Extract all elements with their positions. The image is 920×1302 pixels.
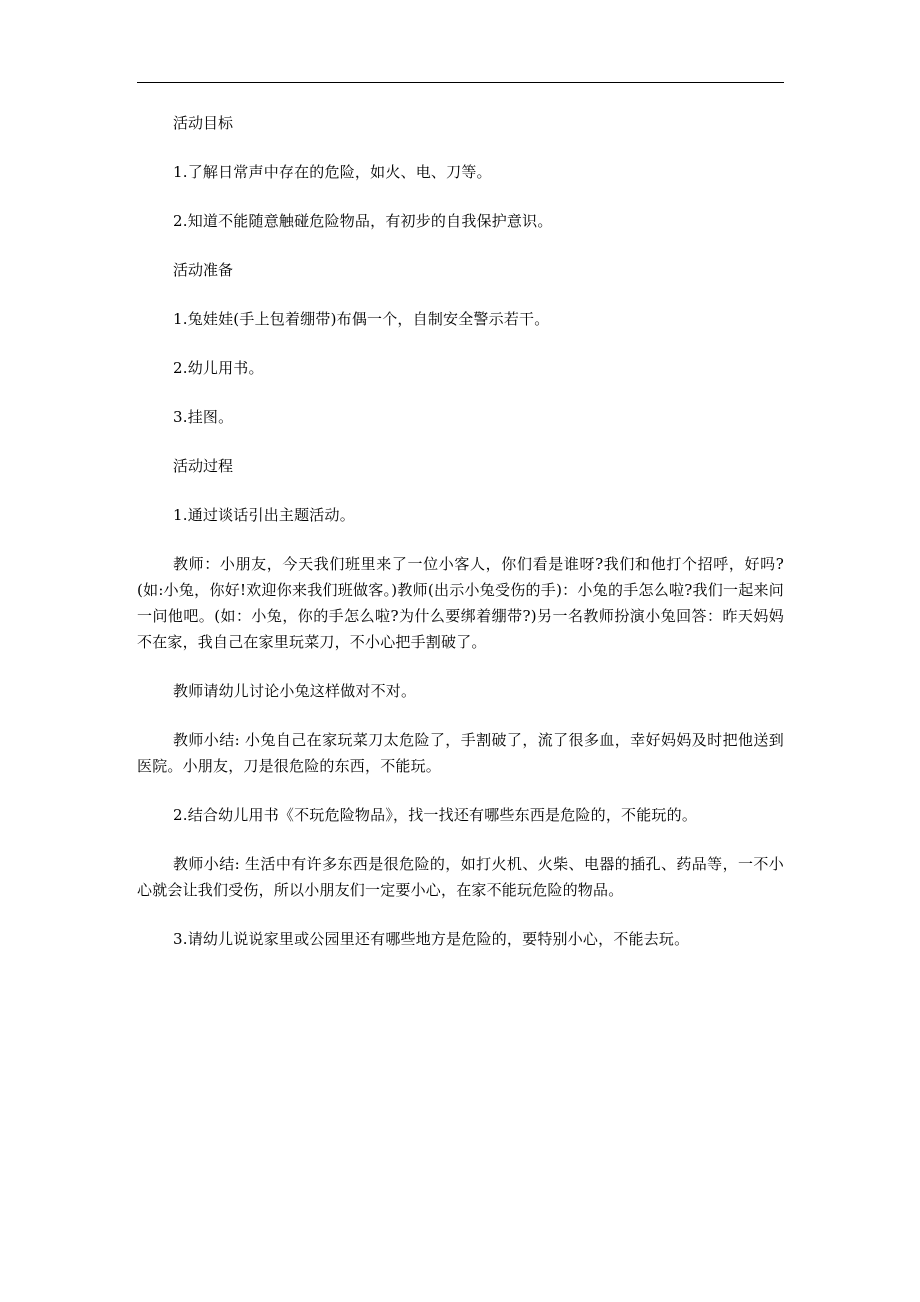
process-discussion: 教师请幼儿讨论小兔这样做对不对。 xyxy=(173,682,417,700)
goal-item-2: 2.知道不能随意触碰危险物品，有初步的自我保护意识。 xyxy=(173,212,553,230)
header-rule xyxy=(137,82,784,83)
process-dialogue: 教师：小朋友，今天我们班里来了一位小客人，你们看是谁呀?我们和他打个招呼，好吗?(如:小兔，你好!欢迎你来我们班做客。)教师(出示小兔受伤的手)：小兔的手怎么啦?我们一起来问一问他吧。(如：小兔，你的手怎么啦?为什么要绑着绷带?)另一名教师扮演小兔回答：昨天妈妈不在家，我自己在家里玩菜刀，不小心把手割破了。 xyxy=(137,555,784,651)
goal-item-1: 1.了解日常声中存在的危险，如火、电、刀等。 xyxy=(173,163,492,181)
process-step-2: 2.结合幼儿用书《不玩危险物品》，找一找还有哪些东西是危险的，不能玩的。 xyxy=(173,806,698,824)
preparation-item-1: 1.兔娃娃(手上包着绷带)布偶一个，自制安全警示若干。 xyxy=(173,310,550,328)
section-heading-preparation: 活动准备 xyxy=(173,261,234,279)
section-heading-goals: 活动目标 xyxy=(173,114,234,132)
process-step-3: 3.请幼儿说说家里或公园里还有哪些地方是危险的，要特别小心，不能去玩。 xyxy=(173,930,690,948)
preparation-item-2: 2.幼儿用书。 xyxy=(173,359,264,377)
preparation-item-3: 3.挂图。 xyxy=(173,408,234,426)
process-step-1: 1.通过谈话引出主题活动。 xyxy=(173,506,355,524)
section-heading-process: 活动过程 xyxy=(173,457,234,475)
document-body xyxy=(137,110,784,975)
process-summary-1: 教师小结: 小兔自己在家玩菜刀太危险了，手割破了，流了很多血，幸好妈妈及时把他送到医院。小朋友，刀是很危险的东西，不能玩。 xyxy=(137,731,784,775)
process-summary-2: 教师小结: 生活中有许多东西是很危险的，如打火机、火柴、电器的插孔、药品等，一不小心就会让我们受伤，所以小朋友们一定要小心，在家不能玩危险的物品。 xyxy=(137,855,784,899)
